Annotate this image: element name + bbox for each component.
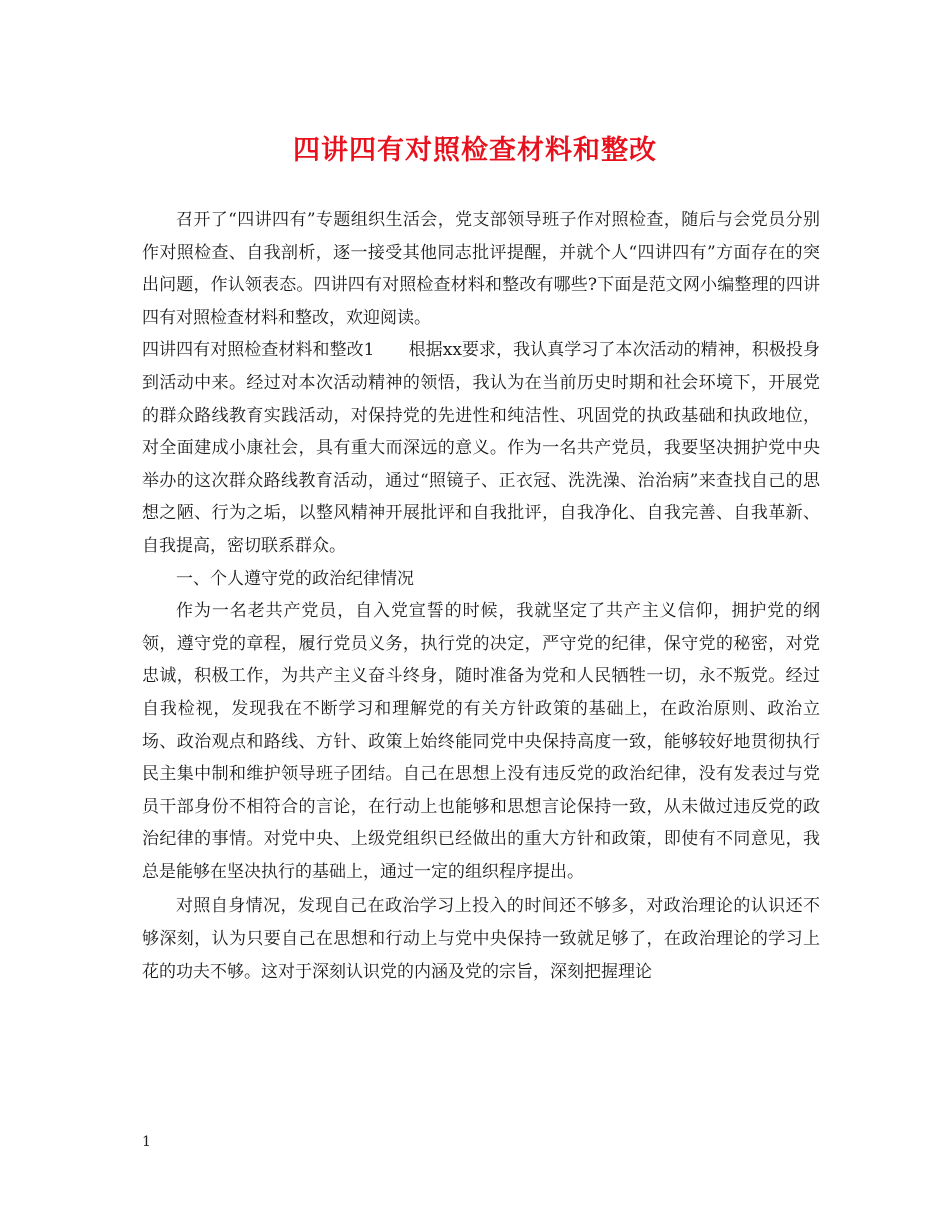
- paragraph-discipline: 作为一名老共产党员，自入党宣誓的时候，我就坚定了共产主义信仰，拥护党的纲领，遵守党的章程，履行党员义务，执行党的决定，严守党的纪律，保守党的秘密，对党忠诚，积极工作，为共产主义奋斗终身，随时准备为党和人民牺牲一切，永不叛党。经过自我检视，发现我在不断学习和理解党的有关方针政策的基础上，在政治原则、政治立场、政治观点和路线、方针、政策上始终能同党中央保持高度一致，能够较好地贯彻执行民主集中制和维护领导班子团结。自己在思想上没有违反党的政治纪律，没有发表过与党员干部身份不相符合的言论，在行动上也能够和思想言论保持一致，从未做过违反党的政治纪律的事情。对党中央、上级党组织已经做出的重大方针和政策，即使有不同意见，我总是能够在坚决执行的基础上，通过一定的组织程序提出。: [142, 601, 820, 882]
- paragraph-self-review: 对照自身情况，发现自己在政治学习上投入的时间还不够多，对政治理论的认识还不够深刻，认为只要自己在思想和行动上与党中央保持一致就足够了，在政治理论的学习上花的功夫不够。这对于深刻认识党的内涵及党的宗旨，深刻把握理论: [142, 896, 820, 982]
- paragraph-intro: 召开了“四讲四有”专题组织生活会，党支部领导班子作对照检查，随后与会党员分别作对照检查、自我剖析，逐一接受其他同志批评提醒，并就个人“四讲四有”方面存在的突出问题，作认领表态。四讲四有对照检查材料和整改有哪些?下面是范文网小编整理的四讲四有对照检查材料和整改，欢迎阅读。: [142, 210, 820, 328]
- document-title: 四讲四有对照检查材料和整改: [293, 135, 657, 166]
- document-body: [142, 204, 820, 988]
- paragraph-section-1: 四讲四有对照检查材料和整改1 根据xx要求，我认真学习了本次活动的精神，积极投身到活动中来。经过对本次活动精神的领悟，我认为在当前历史时期和社会环境下，开展党的群众路线教育实践活动，对保持党的先进性和纯洁性、巩固党的执政基础和执政地位，对全面建成小康社会，具有重大而深远的意义。作为一名共产党员，我要坚决拥护党中央举办的这次群众路线教育活动，通过“照镜子、正衣冠、洗洗澡、治治病”来查找自己的思想之陋、行为之垢，以整风精神开展批评和自我批评，自我净化、自我完善、自我革新、自我提高，密切联系群众。: [142, 340, 820, 556]
- section-heading: 一、个人遵守党的政治纪律情况: [176, 568, 414, 589]
- page-number: 1: [142, 1134, 151, 1150]
